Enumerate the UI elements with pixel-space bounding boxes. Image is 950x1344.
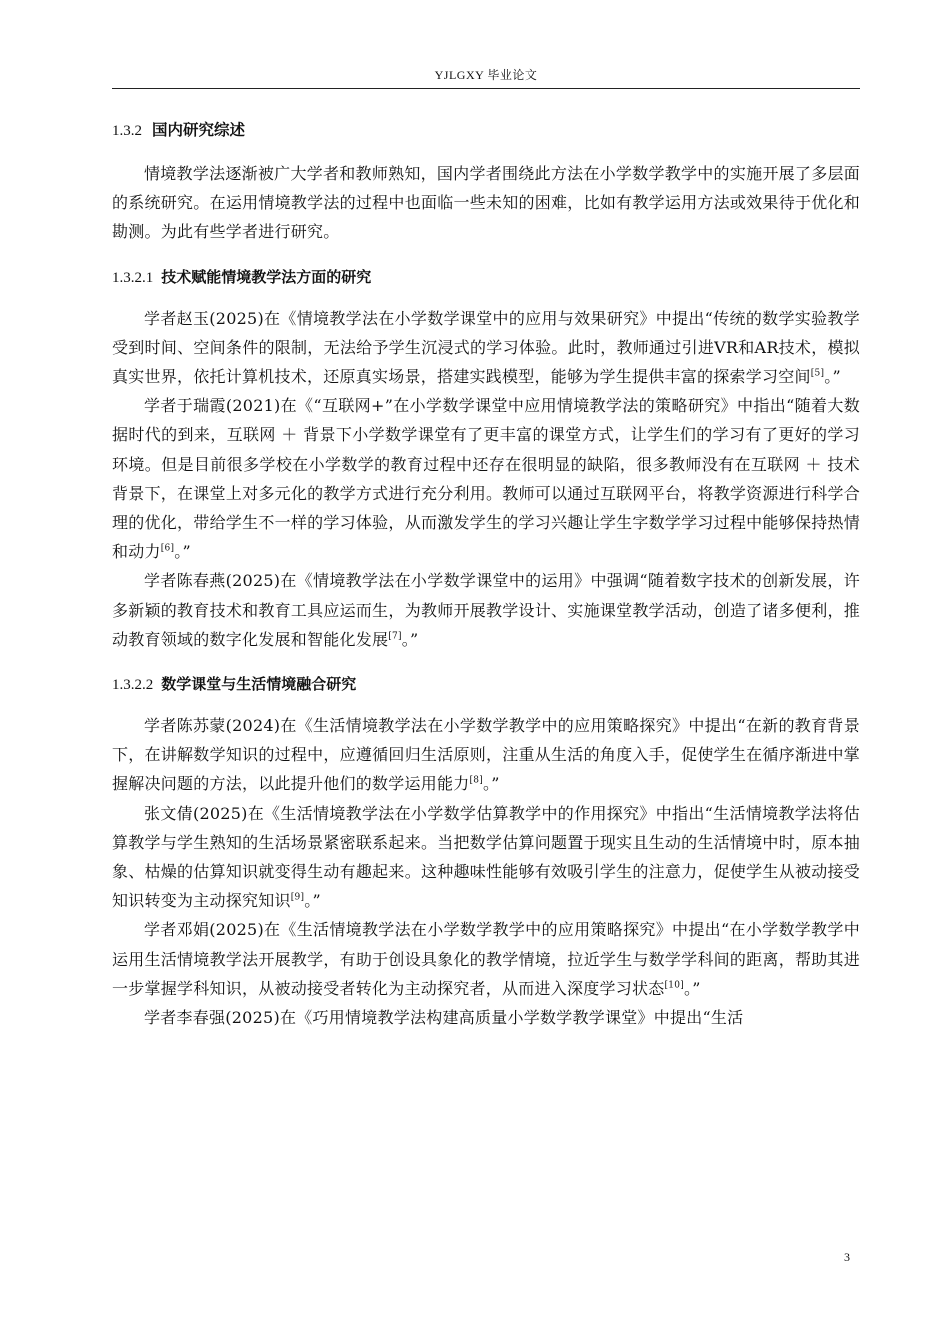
paragraph-tail: 。” [401,629,419,649]
paragraph [112,1003,860,1032]
paragraph-text: 学者于瑞霞(2021)在《“互联网+”在小学数学课堂中应用情境教学法的策略研究》中指出“随着大数据时代的到来，互联网 ＋ 背景下小学数学课堂有了更丰富的课堂方式，让学生们的学习有了更好的学习环境。但是目前很多学校在小学数学的教育过程中还存在很明显的缺陷，很多教师没有在互联网 ＋ 技术背景下，在课堂上对多元化的教学方式进行充分利用。教师可以通过互联网平台，将教学资源进行科学合理的优化，带给学生不一样的学习体验，从而激发学生的学习兴趣让学生字数学学习过程中能够保持热情和动力 [112,396,860,562]
paragraph-text: 学者邓娟(2025)在《生活情境教学法在小学数学教学中的应用策略探究》中提出“在小学数学教学中运用生活情境教学法开展教学，有助于创设具象化的教学情境，拉近学生与数学学科间的距离，帮助其进一步掌握学科知识，从被动接受者转化为主动探究者，从而进入深度学习状态 [112,920,860,998]
paragraph [112,391,860,566]
paragraph-tail: 。” [174,542,191,562]
paragraph [112,711,860,799]
section-heading [112,116,860,145]
paragraph-tail: 。” [304,891,321,911]
subsection-heading-2 [112,670,860,699]
paragraph-text: 学者陈苏蒙(2024)在《生活情境教学法在小学数学教学中的应用策略探究》中提出“在新的教育背景下，在讲解数学知识的过程中，应遵循回归生活原则，注重从生活的角度入手，促使学生在循序渐进中掌握解决问题的方法，以此提升他们的数学运用能力 [112,716,860,794]
page-header: YJLGXY 毕业论文 [434,68,538,82]
paragraph-text: 张文倩(2025)在《生活情境教学法在小学数学估算教学中的作用探究》中指出“生活情境教学法将估算教学与学生熟知的生活场景紧密联系起来。当把数学估算问题置于现实且生动的生活情境中时，原本抽象、枯燥的估算知识就变得生动有趣起来。这种趣味性能够有效吸引学生的注意力，促使学生从被动接受知识转变为主动探究知识 [112,803,860,911]
paragraph-text: 学者赵玉(2025)在《情境教学法在小学数学课堂中的应用与效果研究》中提出“传统的数学实验教学受到时间、空间条件的限制，无法给予学生沉浸式的学习体验。此时，教师通过引进VR和AR技术，模拟真实世界，依托计算机技术，还原真实场景，搭建实践模型，能够为学生提供丰富的探索学习空间 [112,308,860,387]
subsection-number: 1.3.2.1 [112,269,154,286]
paragraph-text: 学者李春强(2025)在《巧用情境教学法构建高质量小学数学教学课堂》中提出“生活 [144,1008,744,1028]
subsection-number: 1.3.2.2 [112,677,154,694]
section-number: 1.3.2 [112,123,142,139]
citation-ref: [9] [290,892,305,903]
paragraph [112,304,860,392]
paragraph-tail: 。” [483,774,500,794]
intro-paragraph: 情境教学法逐渐被广大学者和教师熟知，国内学者围绕此方法在小学数学教学中的实施开展了多层面的系统研究。在运用情境教学法的过程中也面临一些未知的困难，比如有教学运用方法或效果待于优化和勘测。为此有些学者进行研究。 [112,164,860,242]
header-rule [112,88,860,89]
paragraph [112,566,860,654]
citation-ref: [7] [388,631,402,642]
citation-ref: [8] [469,776,484,787]
subsection-title: 数学课堂与生活情境融合研究 [161,675,357,694]
subsection-title: 技术赋能情境教学法方面的研究 [161,267,372,286]
paragraph [112,915,860,1003]
paragraph-tail: 。” [684,978,701,998]
citation-ref: [10] [664,980,684,991]
citation-ref: [5] [810,368,825,379]
subsection-heading-1 [112,263,860,292]
section-title: 国内研究综述 [152,121,246,139]
paragraph-text: 学者陈春燕(2025)在《情境教学法在小学数学课堂中的运用》中强调“随着数字技术的创新发展，许多新颖的教育技术和教育工具应运而生，为教师开展教学设计、实施课堂教学活动，创造了诸多便利，推动教育领域的数字化发展和智能化发展 [112,571,860,649]
paragraph-tail: 。” [824,367,841,387]
page-number: 3 [844,1250,850,1264]
page-content [112,116,860,1032]
paragraph [112,799,860,916]
citation-ref: [6] [160,543,175,554]
